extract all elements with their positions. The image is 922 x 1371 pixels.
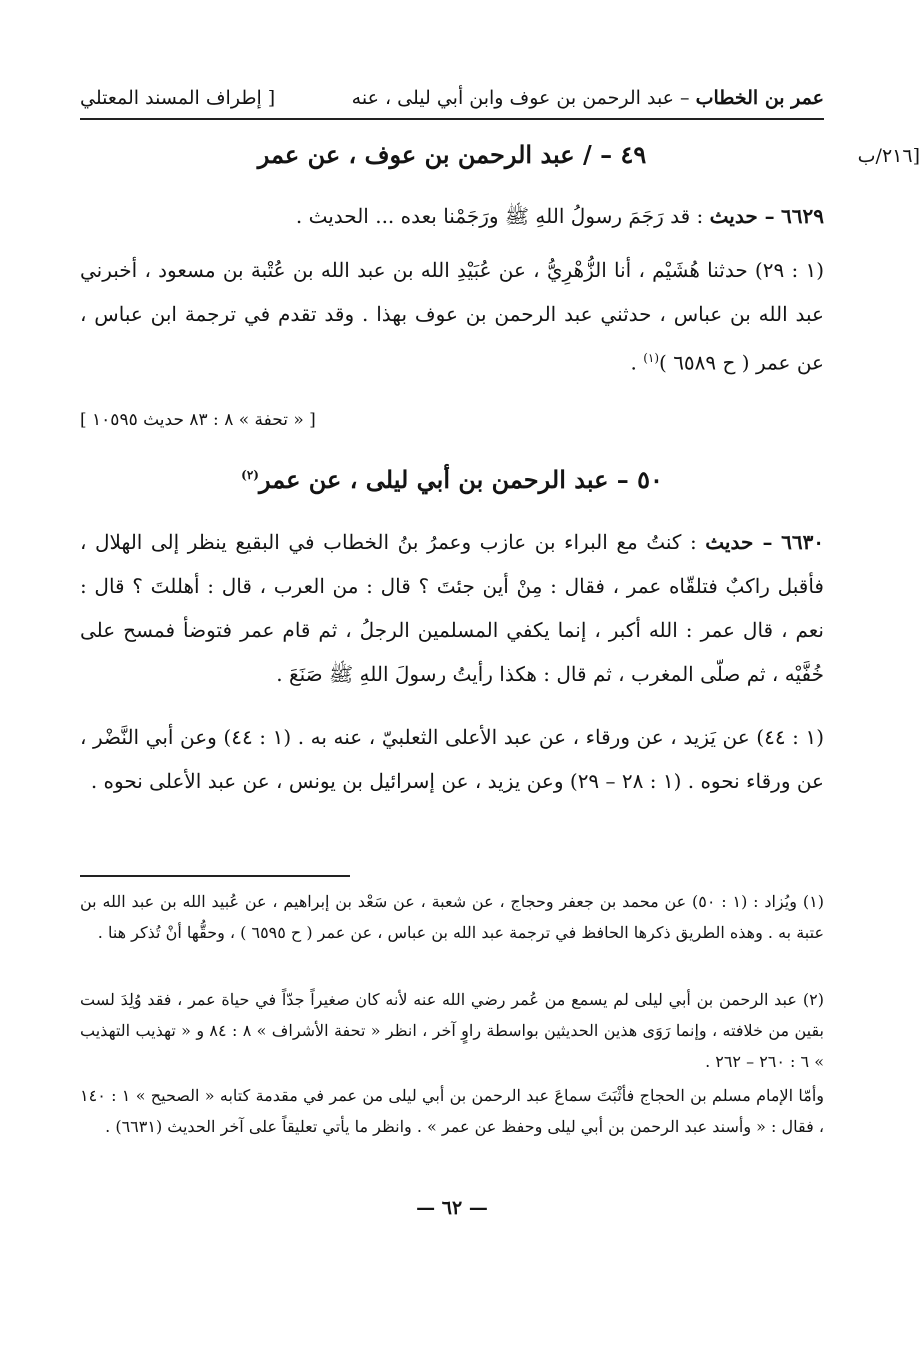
hadith-text: : كنتُ مع البراء بن عازب وعمرُ بنُ الخطاب في البقيع ينظر إلى الهلال ، فأقبل راكبٌ فتلقّاه عمر ، فقال : مِنْ أين جئتَ ؟ قال : من العرب ، قال : أهللتَ ؟ قال : نعم ، قال عمر : الله أكبر ، إنما يكفي المسلمين الرجلُ ، ثم قام عمر فتوضأ فمسح على خُفَّيْه ، ثم صلّى المغرب ، ثم قال : هكذا رأيتُ رسولَ اللهِ ﷺ صَنَعَ . — [80, 530, 824, 686]
hadith-text: : قد رَجَمَ رسولُ اللهِ ﷺ ورَجَمْنا بعده ... الحديث . — [295, 204, 704, 228]
footnote-mark: (٢) — [802, 990, 824, 1009]
header-book-title: [ إطراف المسند المعتلي — [80, 87, 276, 109]
tuhfa-text: [ « تحفة » ٨ : ٨٣ حديث ١٠٥٩٥ ] — [80, 410, 316, 430]
section-heading-49: ٤٩ – / عبد الرحمن بن عوف ، عن عمر — [257, 140, 647, 169]
hadith-number: ٦٦٣٠ — [781, 530, 825, 554]
footnote-ref-1: (١) — [643, 351, 660, 365]
hadith-6629 — [80, 194, 824, 238]
footnote-ref-2: (٢) — [241, 468, 259, 482]
document-page — [80, 60, 920, 1331]
footnote-1 — [80, 886, 824, 948]
running-header — [80, 78, 824, 120]
footnote-separator — [80, 875, 350, 877]
header-title-rest: – عبد الرحمن بن عوف وابن أبي ليلى ، عنه — [351, 87, 696, 109]
section-heading-50-text: ٥٠ – عبد الرحمن بن أبي ليلى ، عن عمر — [258, 465, 663, 494]
isnad-end: . — [630, 350, 644, 375]
hadith-label: – حديث — [705, 530, 773, 554]
isnad-text: (١ : ٤٤) عن يَزيد ، عن ورقاء ، عن عبد الأعلى الثعلبيّ ، عنه به . (١ : ٤٤) وعن أبي النَّضْر ، عن ورقاء نحوه . (١ : ٢٨ – ٢٩) وعن يزيد ، عن إسرائيل بن يونس ، عن عبد الأعلى نحوه . — [80, 725, 825, 793]
header-title-bold: عمر بن الخطاب — [695, 87, 824, 109]
footnote-text: عبد الرحمن بن أبي ليلى لم يسمع من عُمر رضي الله عنه لأنه كان صغيراً جدّاً في حياة عمر ، فقد وُلِدَ لست بقين من خلافته ، وإنما رَوَى هذين الحديثين بواسطة راوٍ آخر ، انظر « تحفة الأشراف » ٨ : ٨٤ و « تهذيب التهذيب » ٦ : ٢٦٠ – ٢٦٢ . — [80, 990, 825, 1071]
hadith-label: – حديث — [709, 204, 775, 228]
hadith-number: ٦٦٢٩ — [781, 204, 824, 228]
footnote-mark: (١) — [802, 892, 825, 911]
tuhfa-reference — [80, 410, 824, 430]
isnad-6630 — [80, 715, 824, 803]
page-number: — ٦٢ — — [416, 1197, 488, 1219]
isnad-text: (١ : ٢٩) حدثنا هُشَيْم ، أنا الزُّهْرِيُّ ، عن عُبَيْدِ الله بن عبد الله بن عُتْبة بن مسعود ، أخبرني عبد الله بن عباس ، حدثني عبد الرحمن بن عوف بهذا . وقد تقدم في ترجمة ابن عباس ، عن عمر ( ح ٦٥٨٩ ) — [80, 258, 824, 375]
footnote-2 — [80, 984, 824, 1077]
section-heading-50 — [80, 465, 824, 494]
footnote-text: وأمّا الإمام مسلم بن الحجاج فأثْبَتَ سماعَ عبد الرحمن بن أبي ليلى من عمر في مقدمة كتابه « الصحيح » ١ : ١٤٠ ، فقال : « وأسند عبد الرحمن بن أبي ليلى وحفظ عن عمر » . وانظر ما يأتي تعليقاً على آخر الحديث (٦٦٣١) . — [80, 1086, 824, 1136]
manuscript-folio-marker: [٢١٦/ب — [857, 145, 920, 167]
isnad-6629 — [80, 248, 824, 385]
footnote-2-continued — [80, 1080, 824, 1142]
hadith-6630 — [80, 520, 824, 696]
footnote-text: ويُزاد : (١ : ٥٠) عن محمد بن جعفر وحجاج ، عن شعبة ، عن سَعْد بن إبراهيم ، عن عُبيد الله بن عبد الله بن عتبة به . وهذه الطريق ذكرها الحافظ في ترجمة عبد الله بن عباس ، عن عمر ( ح ٦٥٩٥ ) ، وحقُّها أنْ تُذكر هنا . — [80, 892, 824, 942]
header-title — [352, 78, 824, 118]
